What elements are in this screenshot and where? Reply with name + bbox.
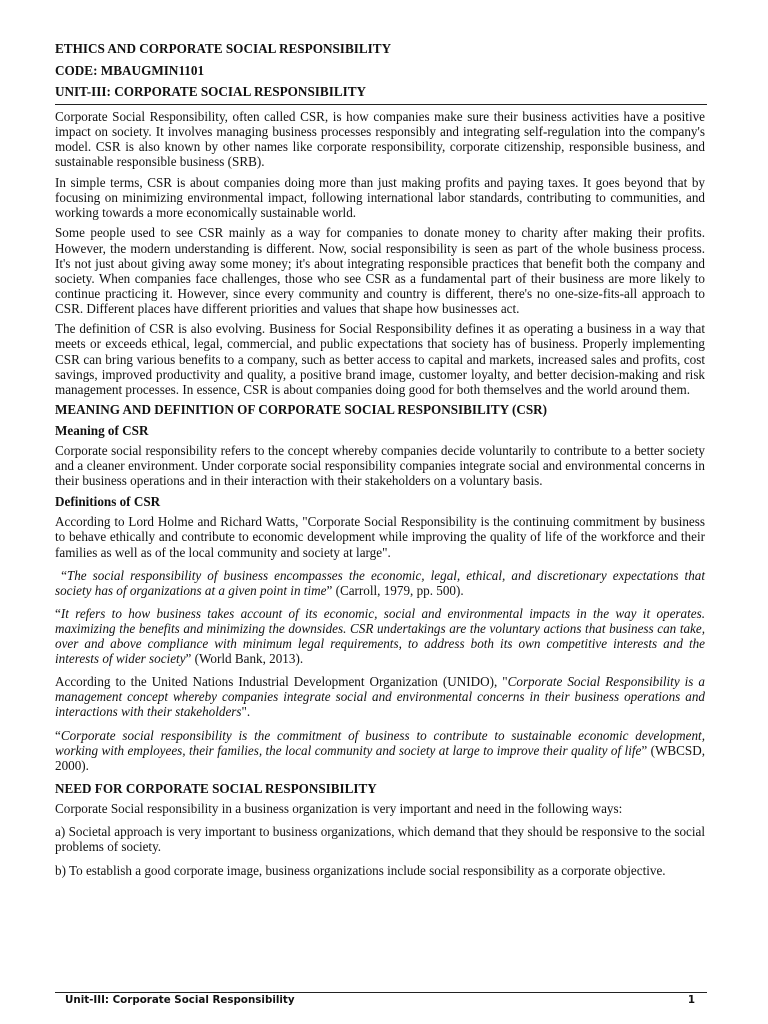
header-divider xyxy=(55,104,707,105)
carroll-citation: (Carroll, 1979, pp. 500). xyxy=(335,582,464,598)
page-number: 1 xyxy=(687,994,695,1006)
need-point-a: a) Societal approach is very important to business organizations, which demand that they should be responsive to the social problems of society. xyxy=(55,824,705,855)
unido-intro: According to the United Nations Industrial Development Organization (UNIDO), " xyxy=(55,674,508,690)
footer-divider xyxy=(55,992,707,993)
carroll-definition: “The social responsibility of business encompasses the economic, legal, ethical, and discretionary expectations that society has of organizations at a given point in time” (Carroll, 1979, pp. 500). xyxy=(55,567,705,598)
wbcsd-quote: Corporate social responsibility is the commitment of business to contribute to sustainable economic development, working with employees, their families, the local community and society at large to improve their quality of life xyxy=(55,727,705,758)
unit-title: UNIT-III: CORPORATE SOCIAL RESPONSIBILITY xyxy=(55,84,367,99)
need-intro: Corporate Social responsibility in a business organization is very important and need in the following ways: xyxy=(55,801,623,817)
meaning-subheading: Meaning of CSR xyxy=(55,422,149,438)
unido-definition xyxy=(55,674,705,719)
document-header xyxy=(55,38,705,103)
intro-paragraph-1: Corporate Social Responsibility, often called CSR, is how companies make sure their business activities have a positive impact on society. It involves managing business processes responsibly and integrating self-regulation into the company's model. CSR is also known by other names like corporate responsibility, corporate citizenship, responsible business, and sustainable responsible business (SRB). xyxy=(55,109,705,170)
holme-watts-definition: According to Lord Holme and Richard Watts, "Corporate Social Responsibility is the continuing commitment by business to behave ethically and contribute to economic development while improving the quality of life of the workforce and their families as well as of the local community and society at large". xyxy=(55,514,705,560)
meaning-paragraph: Corporate social responsibility refers to the concept whereby companies decide voluntarily to contribute to a better society and a cleaner environment. Under corporate social responsibility companies integrate social and environmental concerns in their business operations and in their interaction with their stakeholders on a voluntary basis. xyxy=(55,443,705,489)
meaning-definition-heading: MEANING AND DEFINITION OF CORPORATE SOCIAL RESPONSIBILITY (CSR) xyxy=(55,402,547,418)
definitions-subheading: Definitions of CSR xyxy=(55,493,161,509)
unido-quote: Corporate Social Responsibility is a management concept whereby companies integrate social and environmental concerns in their business operations and interactions with their stakeholders xyxy=(55,674,705,720)
document-body xyxy=(55,109,705,883)
course-title: ETHICS AND CORPORATE SOCIAL RESPONSIBILITY xyxy=(55,41,392,56)
need-point-b: b) To establish a good corporate image, business organizations include social responsibility as a corporate objective. xyxy=(55,862,666,878)
wbcsd-citation: (WBCSD, 2000). xyxy=(55,742,706,773)
footer-unit-label: Unit-III: Corporate Social Responsibility xyxy=(65,994,295,1006)
world-bank-quote: It refers to how business takes account of its economic, social and environmental impacts in the way it operates. maximizing the benefits and minimizing the downsides. CSR undertakings are the voluntary actions that business can take, over and above compliance with minimum legal requirements, to address both its own competitive interests and the interests of wider society xyxy=(55,605,705,667)
course-code: CODE: MBAUGMIN1101 xyxy=(55,62,205,78)
need-heading: NEED FOR CORPORATE SOCIAL RESPONSIBILITY xyxy=(55,780,377,796)
intro-paragraph-2: In simple terms, CSR is about companies doing more than just making profits and paying taxes. It goes beyond that by focusing on minimizing environmental impact, following international labor standards, contributing to communities, and working towards a more economically sustainable world. xyxy=(55,174,705,220)
intro-paragraph-4: The definition of CSR is also evolving. Business for Social Responsibility defines it as operating a business in a way that meets or exceeds ethical, legal, commercial, and public expectations that society has of business. Properly implementing CSR can bring various benefits to a company, such as better access to capital and markets, increased sales and profits, cost savings, improved productivity and quality, a positive brand image, customer loyalty, and better decision-making and risk management processes. In essence, CSR is about companies doing good for both themselves and the world around them. xyxy=(55,321,705,397)
carroll-quote: The social responsibility of business encompasses the economic, legal, ethical, and discretionary expectations that society has of organizations at a given point in time xyxy=(55,567,705,598)
world-bank-citation: (World Bank, 2013). xyxy=(194,651,304,667)
unido-end: ". xyxy=(241,704,251,720)
world-bank-definition: “It refers to how business takes account of its economic, social and environmental impacts in the way it operates. maximizing the benefits and minimizing the downsides. CSR undertakings are the voluntary actions that business can take, over and above compliance with minimum legal requirements, to address both its own competitive interests and the interests of wider society” (World Bank, 2013). xyxy=(55,605,705,667)
wbcsd-definition: “Corporate social responsibility is the commitment of business to contribute to sustainable economic development, working with employees, their families, the local community and society at large to improve their quality of life” (WBCSD, 2000). xyxy=(55,727,706,773)
intro-paragraph-3: Some people used to see CSR mainly as a way for companies to donate money to charity after making their profits. However, the modern understanding is different. Now, social responsibility is seen as part of the whole business process. It's not just about giving away some money; it's about integrating responsible practices that benefit both the company and society. When companies face challenges, those who see CSR as a fundamental part of their business are more likely to continue practicing it. However, since every community and country is different, there's no one-size-fits-all approach to CSR. Different places have different priorities and values that shape how businesses act. xyxy=(55,225,705,316)
